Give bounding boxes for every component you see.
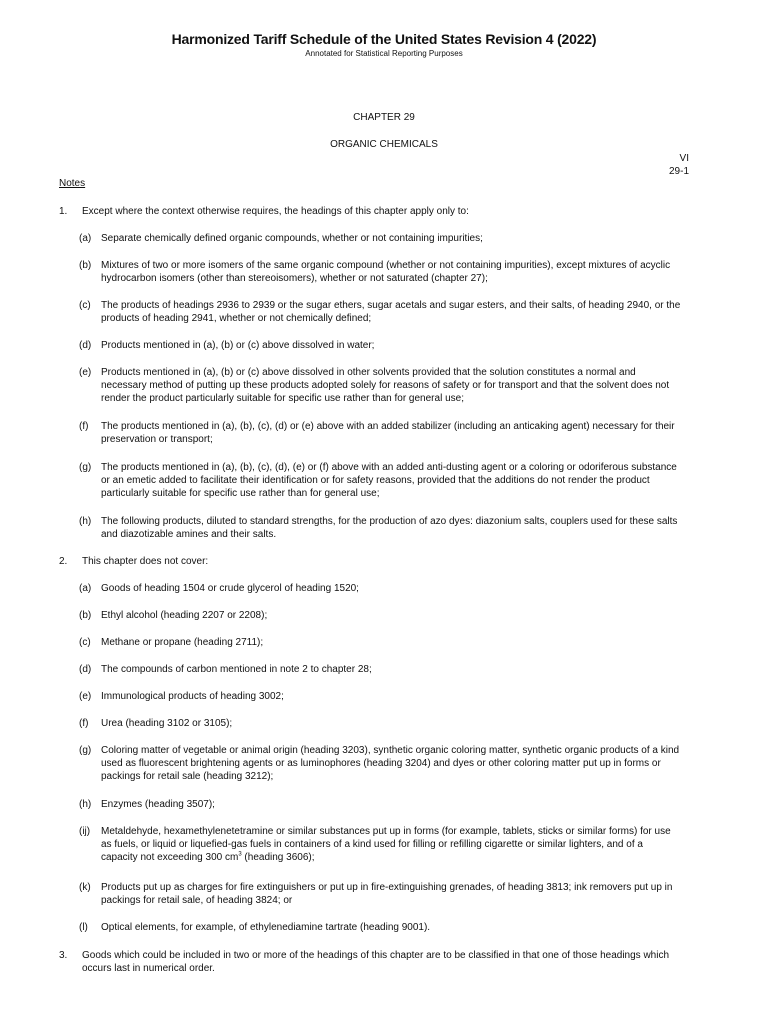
chapter-number: CHAPTER 29 [353,112,415,123]
superscript: 3 [238,851,242,858]
note-2-item-text-main: Metaldehyde, hexamethylenetetramine or similar substances put up in forms (for example, tablets, sticks or similar forms) for use as fuels, or liquid or liquefied-gas fuels in containers of a kind used for filling or refilling cigarette or similar lighters, and of a capacity not exceeding 300 cm [101,826,671,863]
note-1-item-label: (g) [79,462,92,473]
note-1-item-label: (e) [79,367,92,378]
section-number: VI [679,153,689,164]
note-2-item-label: (h) [79,799,92,810]
note-2-item-text: Ethyl alcohol (heading 2207 or 2208); [101,610,268,621]
chapter-name: ORGANIC CHEMICALS [330,139,438,150]
note-2-item-label: (k) [79,882,91,893]
note-1-item-text: The products mentioned in (a), (b), (c), (d), (e) or (f) above with an added anti-dusting agent or a coloring or odoriferous substance or an emetic added to facilitate their identification or for safety reasons, provided that the additions do not render the product particularly suitable for specific use rather than for general use; [101,462,677,499]
note-1-number: 1. [59,206,68,217]
note-2-item-label: (d) [79,664,92,675]
note-2-item-label: (c) [79,637,91,648]
note-2-item-text: Urea (heading 3102 or 3105); [101,718,233,729]
note-2-item-label: (a) [79,583,92,594]
note-1-item-label: (a) [79,233,92,244]
note-3-number: 3. [59,950,68,961]
note-1-item-label: (h) [79,516,92,527]
note-1-item-text: The products of headings 2936 to 2939 or the sugar ethers, sugar acetals and sugar esters, and their salts, of heading 2940, or the products of heading 2941, whether or not chemically defined; [101,300,681,324]
document-title: Harmonized Tariff Schedule of the United States Revision 4 (2022) [171,31,597,47]
note-1-item-label: (d) [79,340,92,351]
note-2-item-text: Goods of heading 1504 or crude glycerol of heading 1520; [101,583,359,594]
notes-heading: Notes [59,178,86,189]
note-1-item-label: (b) [79,260,92,271]
note-2-item-text: Optical elements, for example, of ethylenediamine tartrate (heading 9001). [101,922,431,933]
note-2-item-text-tail: (heading 3606); [241,852,315,863]
note-2-item-label: (l) [79,922,88,933]
note-2-item-label: (g) [79,745,92,756]
document-subtitle: Annotated for Statistical Reporting Purposes [305,49,463,58]
section-page-marker [669,152,689,178]
note-2-number: 2. [59,556,68,567]
note-2-item-text: Immunological products of heading 3002; [101,691,284,702]
note-1-item-text: Products mentioned in (a), (b) or (c) above dissolved in water; [101,340,375,351]
note-2-item-label: (ij) [79,826,91,837]
note-1-item-text: Separate chemically defined organic compounds, whether or not containing impurities; [101,233,483,244]
note-2-item-label: (e) [79,691,92,702]
note-2-item-text: Products put up as charges for fire extinguishers or put up in fire-extinguishing grenades, of heading 3813; ink removers put up in packings for retail sale, of heading 3824; or [101,882,673,906]
note-1-item-text: The products mentioned in (a), (b), (c), (d) or (e) above with an added stabilizer (including an anticaking agent) necessary for their preservation or transport; [101,421,675,445]
note-2-item-label: (f) [79,718,89,729]
note-2-item-text: Coloring matter of vegetable or animal origin (heading 3203), synthetic organic coloring matter, synthetic organic products of a kind used as fluorescent brightening agents or as luminophores (heading 3204) and dyes or other coloring matter put up in forms or packings for retail sale (heading 3212); [101,745,680,782]
note-2-item-text: Methane or propane (heading 2711); [101,637,264,648]
note-1-item-label: (f) [79,421,89,432]
note-1-item-label: (c) [79,300,91,311]
note-2-text: This chapter does not cover: [82,556,209,567]
note-1-text: Except where the context otherwise requires, the headings of this chapter apply only to: [82,206,469,217]
note-2-item-text: The compounds of carbon mentioned in note 2 to chapter 28; [101,664,372,675]
note-1-item-text: The following products, diluted to standard strengths, for the production of azo dyes: diazonium salts, couplers used for these salts and diazotizable amines and their salts. [101,516,678,540]
note-2-item-label: (b) [79,610,92,621]
note-2-item-text [101,825,681,864]
note-2-item-text: Enzymes (heading 3507); [101,799,215,810]
note-3-text: Goods which could be included in two or more of the headings of this chapter are to be classified in that one of those headings which occurs last in numerical order. [82,950,670,974]
note-1-item-text: Mixtures of two or more isomers of the same organic compound (whether or not containing impurities), except mixtures of acyclic hydrocarbon isomers (other than stereoisomers), whether or not saturated (chapter 27); [101,260,671,284]
page-number: 29-1 [668,166,689,177]
note-1-item-text: Products mentioned in (a), (b) or (c) above dissolved in other solvents provided that the solution constitutes a normal and necessary method of putting up these products adopted solely for reasons of safety or for transport and that the solvent does not render the product particularly suitable for specific use rather than for general use; [101,367,670,404]
